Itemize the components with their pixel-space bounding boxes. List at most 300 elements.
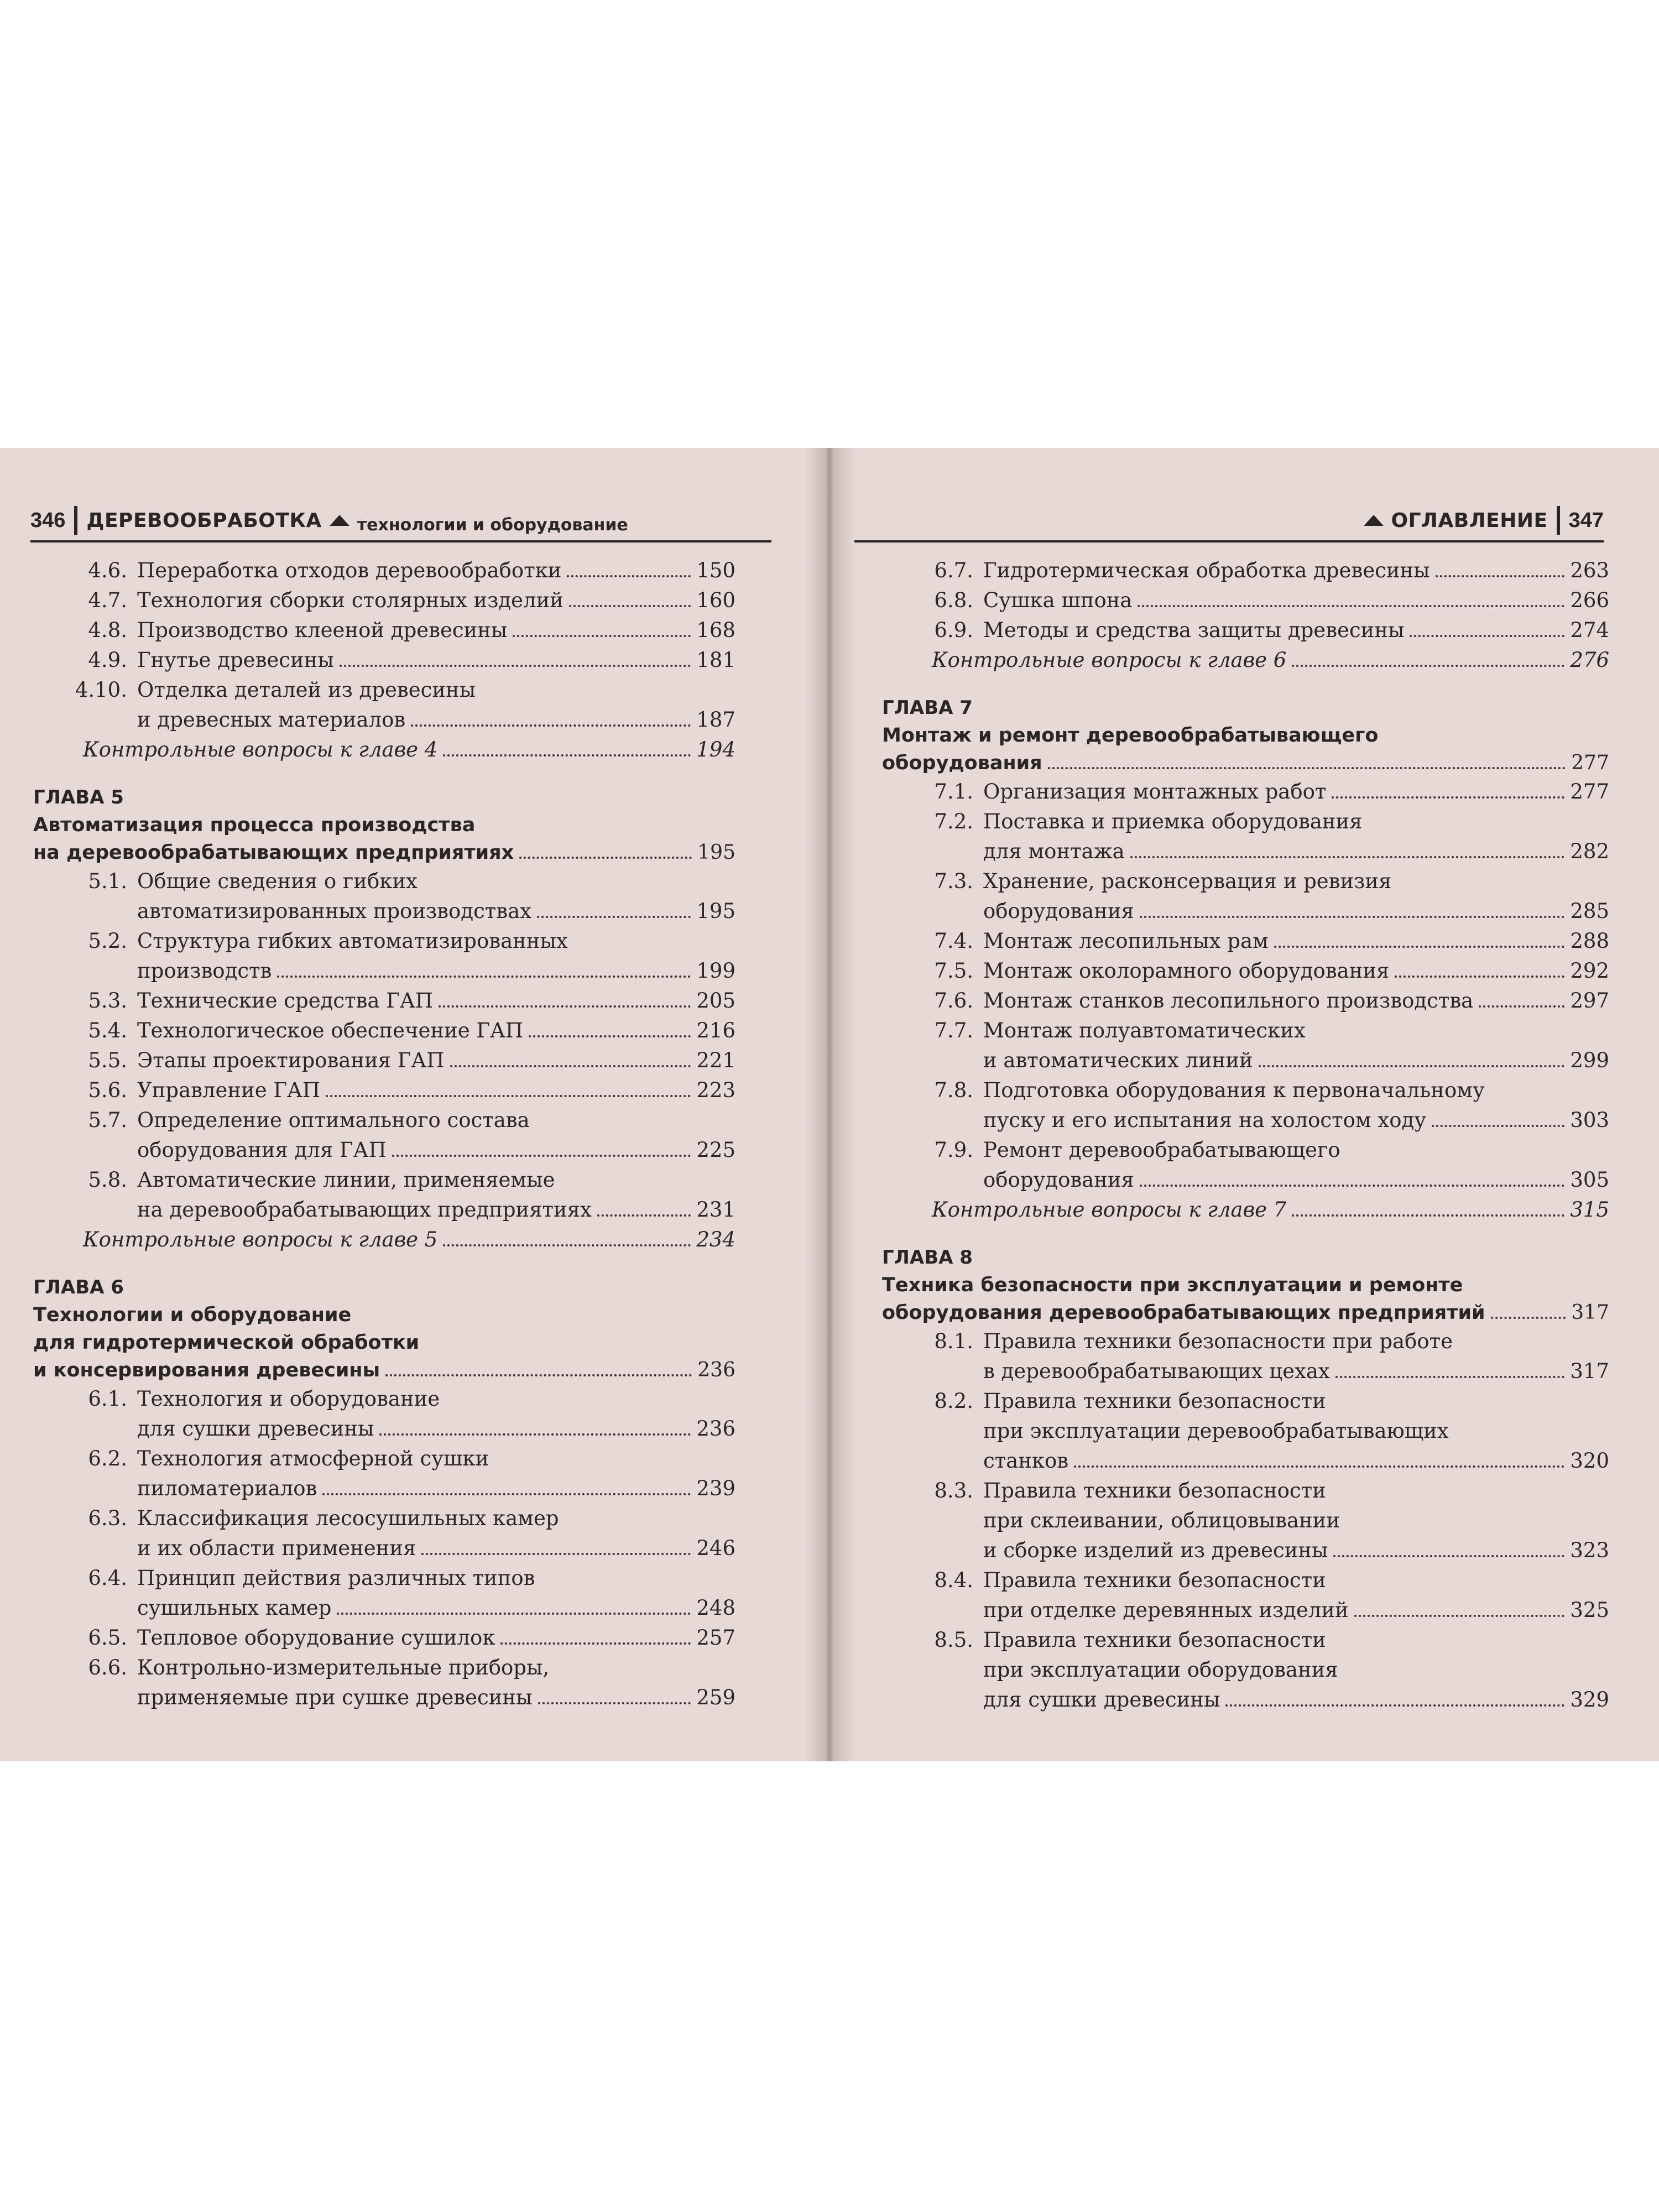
toc-line: [882, 749, 1609, 777]
page-ref: 236: [696, 1417, 735, 1441]
page-ref: 236: [697, 1359, 735, 1381]
left-running-head: [30, 500, 771, 542]
toc-line: [33, 1225, 735, 1255]
toc-line: [882, 645, 1609, 675]
entry-lines: [137, 675, 735, 735]
toc-line: Правила техники безопасности: [983, 1389, 1326, 1413]
leader-dots: [385, 1374, 692, 1376]
toc-entry: [882, 986, 1609, 1016]
page-ref: 320: [1570, 1449, 1609, 1473]
leader-dots: [411, 724, 691, 727]
leader-dots: [597, 1214, 691, 1217]
entry-text: и консервирования древесины: [33, 1359, 380, 1381]
toc-line: [137, 956, 735, 986]
entry-lines: [137, 867, 735, 926]
page-ref: 221: [696, 1048, 735, 1072]
book-spread: [0, 448, 1659, 1761]
toc-entry: [33, 675, 735, 735]
toc-line: [983, 556, 1609, 586]
leader-dots: [1395, 975, 1564, 978]
page-ref: 303: [1570, 1108, 1609, 1132]
page-ref: 263: [1570, 559, 1609, 582]
toc-entry: [882, 1016, 1609, 1076]
page-ref: 234: [696, 1228, 735, 1251]
toc-line: [882, 1195, 1609, 1225]
toc-entry: [882, 1476, 1609, 1566]
toc-line: [33, 1357, 735, 1384]
toc-entry: [33, 1165, 735, 1225]
chapter-questions: [33, 1225, 735, 1255]
entry-number: 7.8.: [934, 1078, 973, 1102]
leader-dots: [1048, 767, 1566, 769]
chapter-heading: [33, 1274, 735, 1384]
entry-lines: [983, 556, 1609, 586]
toc-line: [137, 896, 735, 926]
page-ref: 194: [696, 738, 735, 761]
toc-line: [137, 705, 735, 735]
toc-entry: [882, 1566, 1609, 1625]
entry-text: и древесных материалов: [137, 708, 406, 732]
toc-line: [137, 1683, 735, 1713]
chapter-heading: [33, 784, 735, 867]
page-ref: 259: [696, 1686, 735, 1709]
leader-dots: [439, 1005, 691, 1008]
entry-number: 8.2.: [934, 1389, 973, 1413]
toc-entry: [33, 615, 735, 645]
toc-entry: [882, 867, 1609, 926]
toc-entry: [882, 1135, 1609, 1195]
leader-dots: [337, 1613, 691, 1615]
page-ref: 277: [1571, 752, 1609, 774]
entry-number: 6.3.: [88, 1506, 127, 1530]
entry-lines: [137, 1105, 735, 1165]
entry-number: 7.2.: [934, 810, 973, 833]
leader-dots: [529, 1035, 691, 1037]
toc-entry: [33, 867, 735, 926]
entry-text: на деревообрабатывающих предприятиях: [137, 1198, 592, 1222]
entry-lines: [983, 1566, 1609, 1625]
entry-lines: [983, 1327, 1609, 1386]
toc-line: [983, 986, 1609, 1016]
leader-dots: [421, 1553, 691, 1555]
chapter-label: ГЛАВА 8: [882, 1246, 973, 1269]
chapter-title: Технологии и оборудование: [33, 1304, 352, 1326]
page-ref: 195: [697, 841, 735, 864]
toc-entry: [882, 1386, 1609, 1476]
chapter-title: Автоматизация процесса производства: [33, 814, 476, 836]
toc-line: [137, 1474, 735, 1504]
toc-line: [983, 837, 1609, 867]
toc-line: [983, 1595, 1609, 1625]
toc-line: [983, 1046, 1609, 1076]
toc-line: [983, 586, 1609, 615]
toc-entry: [33, 1105, 735, 1165]
chapter-title: Монтаж и ремонт деревообрабатывающего: [882, 724, 1379, 747]
entry-text: Гидротермическая обработка древесины: [983, 559, 1430, 582]
leader-dots: [537, 916, 691, 918]
leader-dots: [1332, 796, 1564, 799]
entry-number: 4.8.: [88, 618, 127, 642]
toc-line: [983, 1165, 1609, 1195]
entry-number: 7.3.: [934, 869, 973, 893]
entry-number: 5.2.: [88, 929, 127, 953]
toc-entry: [882, 777, 1609, 807]
entry-number: 8.3.: [934, 1479, 973, 1503]
entry-text: пиломатериалов: [137, 1477, 317, 1500]
toc-line: [983, 956, 1609, 986]
page-ref: 223: [696, 1078, 735, 1102]
page-ref: 187: [696, 708, 735, 732]
toc-line: Автоматические линии, применяемые: [137, 1168, 555, 1192]
leader-dots: [1274, 946, 1565, 948]
leader-dots: [443, 754, 691, 757]
entry-text: применяемые при сушке древесины: [137, 1686, 533, 1709]
toc-entry: [33, 556, 735, 586]
toc-entry: [882, 556, 1609, 586]
page-ref: 285: [1570, 899, 1609, 923]
toc-line: [983, 926, 1609, 956]
entry-lines: [983, 807, 1609, 867]
entry-number: 7.6.: [934, 989, 973, 1013]
toc-line: Технология атмосферной сушки: [137, 1447, 489, 1470]
chapter-label: ГЛАВА 6: [33, 1276, 124, 1298]
leader-dots: [1333, 1555, 1564, 1557]
toc-line: Правила техники безопасности: [983, 1479, 1326, 1503]
entry-text: автоматизированных производствах: [137, 899, 531, 923]
entry-number: 7.4.: [934, 929, 973, 953]
entry-lines: [137, 1623, 735, 1653]
toc-entry: [33, 1016, 735, 1046]
toc-line: Классификация лесосушильных камер: [137, 1506, 559, 1530]
leader-dots: [277, 975, 691, 978]
leader-dots: [1491, 1317, 1566, 1319]
entry-lines: [137, 615, 735, 645]
toc-line: Хранение, расконсервация и ревизия: [983, 869, 1392, 893]
toc-line: Правила техники безопасности: [983, 1628, 1326, 1652]
leader-dots: [1479, 1005, 1564, 1008]
toc-entry: [33, 1623, 735, 1653]
toc-line: Структура гибких автоматизированных: [137, 929, 568, 953]
entry-text: производств: [137, 959, 272, 983]
page-ref: 274: [1570, 618, 1609, 642]
entry-text: оборудования деревообрабатывающих предприятий: [882, 1302, 1485, 1324]
entry-lines: [137, 556, 735, 586]
entry-lines: [137, 1046, 735, 1076]
leader-dots: [443, 1244, 691, 1246]
entry-text: для монтажа: [983, 839, 1125, 863]
leader-dots: [450, 1065, 691, 1067]
page-ref: 276: [1570, 648, 1609, 672]
toc-line: Монтаж полуавтоматических: [983, 1019, 1306, 1042]
page-ref: 299: [1570, 1048, 1609, 1072]
page-number: 347: [1568, 508, 1604, 532]
toc-entry: [882, 926, 1609, 956]
page-ref: 246: [696, 1536, 735, 1560]
toc-line: при склеивании, облицовывании: [983, 1509, 1340, 1532]
entry-number: 5.7.: [88, 1108, 127, 1132]
leader-dots: [322, 1493, 691, 1495]
entry-lines: [137, 1165, 735, 1225]
entry-number: 7.5.: [934, 959, 973, 983]
toc-entry: [882, 1327, 1609, 1386]
entry-text: Управление ГАП: [137, 1078, 321, 1102]
page-number: 346: [30, 508, 66, 532]
toc-entry: [882, 956, 1609, 986]
entry-lines: [137, 586, 735, 615]
entry-lines: [137, 645, 735, 675]
entry-lines: [983, 777, 1609, 807]
toc-line: [137, 1195, 735, 1225]
entry-lines: [983, 1016, 1609, 1076]
page-ref: 216: [696, 1019, 735, 1042]
entry-number: 5.4.: [88, 1019, 127, 1042]
entry-number: 6.9.: [934, 618, 973, 642]
entry-number: 7.7.: [934, 1019, 973, 1042]
chapter-questions: [33, 735, 735, 765]
chapter-heading: [882, 694, 1609, 777]
toc-line: [983, 1357, 1609, 1386]
entry-text: на деревообрабатывающих предприятиях: [33, 842, 514, 864]
entry-text: оборудования: [983, 1168, 1134, 1192]
divider: [74, 506, 77, 535]
book-title: ДЕРЕВООБРАБОТКА: [86, 509, 322, 532]
entry-text: Методы и средства защиты древесины: [983, 618, 1405, 642]
toc-line: Определение оптимального состава: [137, 1108, 530, 1132]
page-ref: 199: [696, 959, 735, 983]
page-ref: 150: [696, 559, 735, 582]
toc-line: Подготовка оборудования к первоначальному: [983, 1078, 1485, 1102]
left-page: [0, 448, 805, 1761]
page-ref: 266: [1570, 588, 1609, 612]
triangle-icon: [330, 515, 349, 526]
leader-dots: [1292, 1214, 1564, 1217]
toc-entry: [882, 586, 1609, 615]
table-of-contents-right: [882, 556, 1609, 1715]
entry-text: при отделке деревянных изделий: [983, 1598, 1349, 1622]
entry-lines: [983, 586, 1609, 615]
entry-lines: [137, 1016, 735, 1046]
toc-line: Контрольно-измерительные приборы,: [137, 1656, 550, 1679]
entry-number: 5.3.: [88, 989, 127, 1013]
entry-text: Контрольные вопросы к главе 5: [83, 1228, 438, 1251]
entry-number: 6.6.: [88, 1656, 127, 1679]
section-title: ОГЛАВЛЕНИЕ: [1391, 509, 1548, 532]
chapter-questions: [882, 645, 1609, 675]
entry-text: оборудования для ГАП: [137, 1138, 387, 1162]
entry-text: Монтаж лесопильных рам: [983, 929, 1269, 953]
entry-text: для сушки древесины: [137, 1417, 374, 1441]
toc-line: [983, 777, 1609, 807]
toc-line: Правила техники безопасности при работе: [983, 1329, 1453, 1353]
chapter-title: Техника безопасности при эксплуатации и ремонте: [882, 1274, 1463, 1296]
triangle-icon: [1364, 515, 1384, 526]
toc-entry: [33, 1504, 735, 1563]
right-page: [854, 448, 1659, 1761]
toc-line: Ремонт деревообрабатывающего: [983, 1138, 1340, 1162]
toc-entry: [33, 986, 735, 1016]
entry-number: 5.5.: [88, 1048, 127, 1072]
page-ref: 315: [1570, 1198, 1609, 1222]
toc-entry: [33, 1563, 735, 1623]
toc-entry: [33, 926, 735, 986]
toc-line: [137, 1593, 735, 1623]
leader-dots: [500, 1642, 691, 1645]
leader-dots: [392, 1155, 691, 1157]
toc-entry: [882, 1076, 1609, 1135]
entry-number: 6.4.: [88, 1566, 127, 1590]
page-ref: 297: [1570, 989, 1609, 1013]
toc-line: [882, 1299, 1609, 1327]
page-ref: 225: [696, 1138, 735, 1162]
entry-number: 6.2.: [88, 1447, 127, 1470]
entry-text: станков: [983, 1449, 1069, 1473]
entry-number: 8.1.: [934, 1329, 973, 1353]
leader-dots: [1138, 605, 1564, 607]
chapter-questions: [882, 1195, 1609, 1225]
toc-entry: [33, 1653, 735, 1713]
entry-number: 7.1.: [934, 780, 973, 804]
toc-line: [137, 1623, 735, 1653]
leader-dots: [1410, 635, 1564, 637]
toc-line: [137, 556, 735, 586]
leader-dots: [1432, 1125, 1564, 1127]
entry-lines: [983, 615, 1609, 645]
page-ref: 277: [1570, 780, 1609, 804]
leader-dots: [340, 665, 691, 667]
entry-number: 7.9.: [934, 1138, 973, 1162]
entry-number: 5.6.: [88, 1078, 127, 1102]
leader-dots: [1335, 1376, 1565, 1378]
toc-line: Правила техники безопасности: [983, 1568, 1326, 1592]
leader-dots: [1074, 1465, 1564, 1468]
entry-number: 4.6.: [88, 559, 127, 582]
toc-entry: [882, 1625, 1609, 1715]
entry-number: 6.7.: [934, 559, 973, 582]
table-of-contents-left: [33, 556, 735, 1713]
leader-dots: [567, 575, 691, 577]
toc-line: [983, 1536, 1609, 1566]
toc-entry: [33, 1046, 735, 1076]
page-ref: 323: [1570, 1538, 1609, 1562]
page-ref: 288: [1570, 929, 1609, 953]
entry-number: 8.4.: [934, 1568, 973, 1592]
entry-lines: [983, 1476, 1609, 1566]
toc-line: Принцип действия различных типов: [137, 1566, 535, 1590]
toc-line: [983, 1446, 1609, 1476]
entry-text: Контрольные вопросы к главе 4: [83, 738, 438, 761]
entry-text: Тепловое оборудование сушилок: [137, 1626, 495, 1650]
leader-dots: [513, 635, 691, 637]
toc-entry: [33, 1384, 735, 1444]
leader-dots: [1259, 1065, 1565, 1067]
page-ref: 317: [1571, 1301, 1609, 1324]
page-ref: 329: [1570, 1688, 1609, 1712]
entry-text: пуску и его испытания на холостом ходу: [983, 1108, 1427, 1132]
chapter-label: ГЛАВА 5: [33, 786, 124, 808]
leader-dots: [326, 1095, 691, 1097]
leader-dots: [1140, 916, 1564, 918]
entry-lines: [137, 986, 735, 1016]
page-ref: 292: [1570, 959, 1609, 983]
toc-line: Технология и оборудование: [137, 1387, 440, 1411]
toc-line: при эксплуатации оборудования: [983, 1658, 1338, 1682]
leader-dots: [1140, 1185, 1564, 1187]
entry-text: Монтаж станков лесопильного производства: [983, 989, 1474, 1013]
leader-dots: [538, 1702, 691, 1704]
entry-lines: [137, 1444, 735, 1504]
page-ref: 282: [1570, 839, 1609, 863]
page-ref: 305: [1570, 1168, 1609, 1192]
entry-text: Переработка отходов деревообработки: [137, 559, 562, 582]
page-ref: 168: [696, 618, 735, 642]
entry-text: Сушка шпона: [983, 588, 1133, 612]
entry-lines: [137, 1563, 735, 1623]
toc-line: [983, 1685, 1609, 1715]
right-running-head: [854, 500, 1604, 542]
page-ref: 248: [696, 1596, 735, 1620]
page-ref: 231: [696, 1198, 735, 1222]
book-gutter: [805, 448, 854, 1761]
entry-text: оборудования: [983, 899, 1134, 923]
entry-lines: [983, 1076, 1609, 1135]
toc-line: [137, 1533, 735, 1563]
leader-dots: [519, 857, 692, 859]
toc-line: [33, 839, 735, 867]
toc-line: [137, 1046, 735, 1076]
entry-lines: [983, 867, 1609, 926]
entry-number: 8.5.: [934, 1628, 973, 1652]
entry-lines: [137, 926, 735, 986]
entry-text: Контрольные вопросы к главе 6: [932, 648, 1287, 672]
toc-line: Общие сведения о гибких: [137, 869, 418, 893]
toc-line: [137, 1016, 735, 1046]
entry-text: Технологическое обеспечение ГАП: [137, 1019, 524, 1042]
entry-text: Производство клееной древесины: [137, 618, 508, 642]
entry-text: Этапы проектирования ГАП: [137, 1048, 445, 1072]
entry-text: Контрольные вопросы к главе 7: [932, 1198, 1287, 1222]
entry-text: Монтаж околорамного оборудования: [983, 959, 1390, 983]
page-ref: 160: [696, 588, 735, 612]
entry-text: Организация монтажных работ: [983, 780, 1327, 804]
toc-line: [137, 986, 735, 1016]
divider: [1557, 506, 1560, 535]
entry-lines: [137, 1504, 735, 1563]
entry-lines: [983, 1135, 1609, 1195]
entry-text: и автоматических линий: [983, 1048, 1253, 1072]
entry-number: 4.7.: [88, 588, 127, 612]
entry-text: сушильных камер: [137, 1596, 332, 1620]
entry-lines: [983, 926, 1609, 956]
toc-line: [137, 1076, 735, 1105]
leader-dots: [1225, 1704, 1564, 1707]
toc-entry: [33, 1076, 735, 1105]
entry-lines: [137, 1653, 735, 1713]
toc-entry: [33, 1444, 735, 1504]
entry-number: 6.1.: [88, 1387, 127, 1411]
entry-number: 5.8.: [88, 1168, 127, 1192]
entry-number: 5.1.: [88, 869, 127, 893]
entry-text: для сушки древесины: [983, 1688, 1220, 1712]
toc-line: [137, 586, 735, 615]
toc-entry: [882, 615, 1609, 645]
page-ref: 257: [696, 1626, 735, 1650]
chapter-title: для гидротермической обработки: [33, 1332, 420, 1354]
page-ref: 239: [696, 1477, 735, 1500]
chapter-heading: [882, 1244, 1609, 1327]
leader-dots: [1292, 665, 1564, 667]
entry-lines: [137, 1384, 735, 1444]
entry-lines: [983, 1386, 1609, 1476]
